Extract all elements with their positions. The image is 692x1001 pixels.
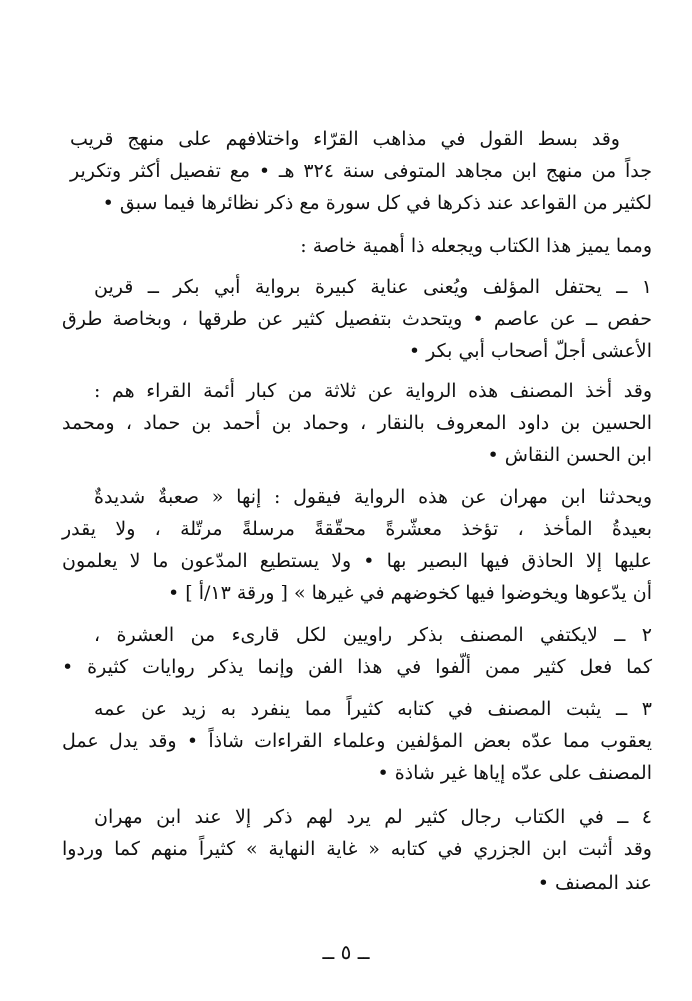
text-line: أن يدّعوها ويخوضوا فيها كخوضهم في غيرها » [ ورقة ١٣/أ ] • <box>168 582 652 604</box>
text-line: ٤ ــ في الكتاب رجال كثير لم يرد لهم ذكر إلا عند ابن مهران <box>94 806 652 828</box>
text-line: الأعشى أجلّ أصحاب أبي بكر • <box>408 340 652 362</box>
text-line: وقد أثبت ابن الجزري في كتابه « غاية النهاية » كثيراً منهم كما وردوا <box>62 838 652 860</box>
text-line: عند المصنف • <box>537 872 652 894</box>
text-line: يعقوب مما عدّه بعض المؤلفين وعلماء القراءات شاذاً • وقد يدل عمل <box>62 730 652 752</box>
text-line: ١ ــ يحتفل المؤلف ويُعنى عناية كبيرة برواية أبي بكر ــ قرين <box>94 276 652 298</box>
text-line: كما فعل كثير ممن ألّفوا في هذا الفن وإنما يذكر روايات كثيرة • <box>62 656 652 678</box>
text-line: وقد بسط القول في مذاهب القرّاء واختلافهم على منهج قريب <box>70 128 620 150</box>
text-line: لكثير من القواعد عند ذكرها في كل سورة مع ذكر نظائرها فيما سبق • <box>102 192 652 214</box>
text-line: حفص ــ عن عاصم • ويتحدث بتفصيل كثير عن طرقها ، وبخاصة طرق <box>62 308 652 330</box>
text-line: جداً من منهج ابن مجاهد المتوفى سنة ٣٢٤ هـ • مع تفصيل أكثر وتكرير <box>70 160 652 182</box>
text-line: ويحدثنا ابن مهران عن هذه الرواية فيقول : إنها « صعبةٌ شديدةٌ <box>94 486 652 508</box>
page-number: ــ ٥ ــ <box>322 940 370 964</box>
text-line: المصنف على عدّه إياها غير شاذة • <box>377 762 652 784</box>
text-line: عليها إلا الحاذق فيها البصير بها • ولا يستطيع المدّعون ما لا يعلمون <box>62 550 652 572</box>
text-line: بعيدةُ المأخذ ، تؤخذ معشّرةً محقّقةً مرسلةً مرتّلة ، ولا يقدر <box>62 518 652 540</box>
text-line: الحسين بن داود المعروف بالنقار ، وحماد بن أحمد بن حماد ، ومحمد <box>62 412 652 434</box>
text-line: وقد أخذ المصنف هذه الرواية عن ثلاثة من كبار أئمة القراء هم : <box>94 380 652 402</box>
text-line: ٣ ــ يثبت المصنف في كتابه كثيراً مما ينفرد به زيد عن عمه <box>94 698 652 720</box>
text-line: ٢ ــ لايكتفي المصنف بذكر راويين لكل قارىء من العشرة ، <box>94 624 652 646</box>
text-line: ومما يميز هذا الكتاب ويجعله ذا أهمية خاصة : <box>300 235 652 257</box>
text-line: ابن الحسن النقاش • <box>487 444 652 466</box>
